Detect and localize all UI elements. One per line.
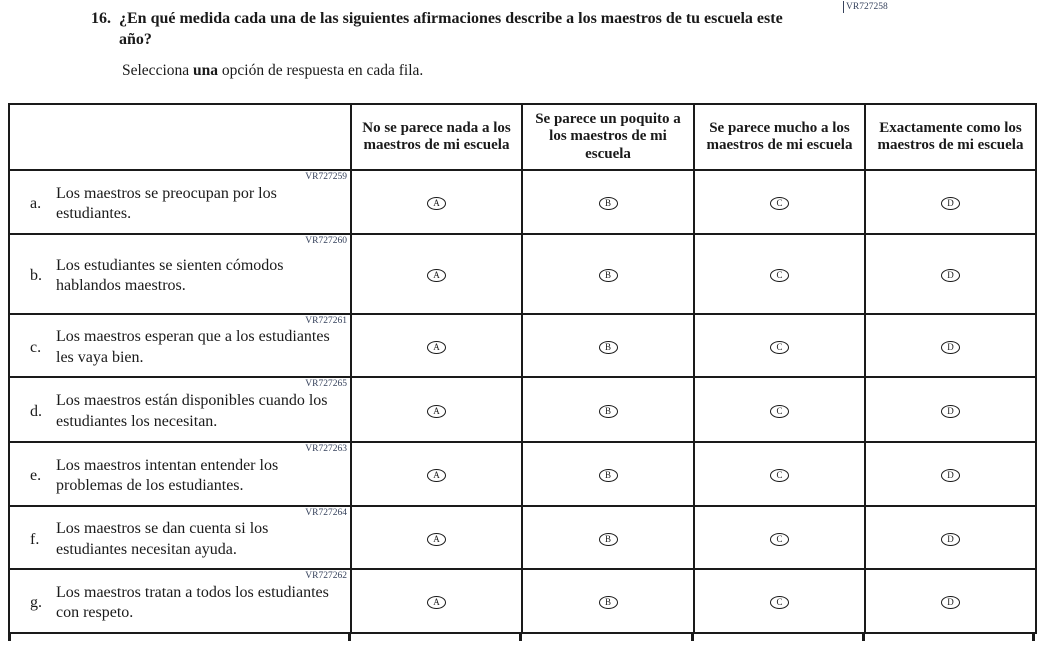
answer-bubble-b[interactable]: B	[599, 341, 618, 354]
answer-bubble-a[interactable]: A	[427, 469, 446, 482]
question-block	[91, 8, 819, 50]
table-row-g	[9, 569, 1036, 633]
answer-bubble-d[interactable]: D	[941, 469, 960, 482]
statement-cell	[9, 569, 351, 633]
option-cell	[351, 442, 522, 506]
vr-code-label: VR727259	[305, 172, 347, 182]
answer-bubble-b[interactable]: B	[599, 197, 618, 210]
table-row-b	[9, 234, 1036, 314]
table-row-f	[9, 506, 1036, 569]
form-code-top-right: VR727258	[843, 1, 888, 13]
option-cell	[522, 234, 694, 314]
statement-cell	[9, 377, 351, 442]
statement-letter: b.	[30, 267, 42, 284]
answer-bubble-d[interactable]: D	[941, 197, 960, 210]
question-text: ¿En qué medida cada una de las siguientes afirmaciones describe a los maestros de tu escuela este año?	[119, 10, 783, 49]
table-row-e	[9, 442, 1036, 506]
answer-bubble-a[interactable]: A	[427, 533, 446, 546]
answer-bubble-b[interactable]: B	[599, 469, 618, 482]
vr-code-label: VR727261	[305, 316, 347, 326]
response-matrix-wrapper	[8, 103, 1035, 634]
column-header-1: No se parece nada a los maestros de mi escuela	[351, 104, 522, 170]
option-cell	[694, 442, 865, 506]
answer-bubble-b[interactable]: B	[599, 533, 618, 546]
answer-bubble-c[interactable]: C	[770, 469, 789, 482]
answer-bubble-d[interactable]: D	[941, 596, 960, 609]
option-cell	[522, 314, 694, 377]
option-cell	[351, 234, 522, 314]
statement-text: Los estudiantes se sienten cómodos hablandos maestros.	[56, 256, 284, 294]
vr-code-label: VR727260	[305, 236, 347, 246]
answer-bubble-b[interactable]: B	[599, 405, 618, 418]
statement-text: Los maestros se preocupan por los estudiantes.	[56, 184, 277, 222]
vr-code-label: VR727263	[305, 444, 347, 454]
answer-bubble-a[interactable]: A	[427, 269, 446, 282]
option-cell	[865, 234, 1036, 314]
option-cell	[351, 170, 522, 234]
answer-bubble-a[interactable]: A	[427, 596, 446, 609]
option-cell	[865, 314, 1036, 377]
instruction-prefix: Selecciona	[122, 62, 194, 79]
vr-code-label: VR727264	[305, 508, 347, 518]
instruction-bold-word: una	[193, 62, 219, 79]
option-cell	[522, 442, 694, 506]
statement-cell	[9, 314, 351, 377]
option-cell	[865, 442, 1036, 506]
table-cutoff-stub	[519, 633, 522, 641]
instruction-text	[122, 62, 423, 80]
answer-bubble-d[interactable]: D	[941, 533, 960, 546]
statement-letter: c.	[30, 338, 42, 356]
statement-cell	[9, 170, 351, 234]
header-row	[9, 104, 1036, 170]
column-header-4: Exactamente como los maestros de mi escuela	[865, 104, 1036, 170]
option-cell	[522, 170, 694, 234]
instruction-suffix: opción de respuesta en cada fila.	[218, 62, 424, 79]
option-cell	[865, 569, 1036, 633]
option-cell	[694, 377, 865, 442]
option-cell	[522, 506, 694, 569]
answer-bubble-c[interactable]: C	[770, 405, 789, 418]
statement-text: Los maestros esperan que a los estudiantes les vaya bien.	[56, 328, 330, 366]
answer-bubble-c[interactable]: C	[770, 596, 789, 609]
option-cell	[351, 377, 522, 442]
answer-bubble-b[interactable]: B	[599, 269, 618, 282]
question-number: 16.	[91, 10, 111, 27]
option-cell	[522, 377, 694, 442]
answer-bubble-d[interactable]: D	[941, 269, 960, 282]
table-cutoff-stub	[862, 633, 865, 641]
vr-code-label: VR727265	[305, 379, 347, 389]
table-cutoff-stub	[8, 633, 11, 641]
statement-letter: e.	[30, 467, 42, 484]
table-cutoff-stub	[691, 633, 694, 641]
answer-bubble-b[interactable]: B	[599, 596, 618, 609]
option-cell	[694, 170, 865, 234]
statement-text: Los maestros intentan entender los problemas de los estudiantes.	[56, 456, 279, 494]
table-row-d	[9, 377, 1036, 442]
statement-letter: d.	[30, 402, 42, 420]
table-cutoff-stub	[1032, 633, 1035, 641]
option-cell	[351, 569, 522, 633]
answer-bubble-a[interactable]: A	[427, 341, 446, 354]
statement-text: Los maestros tratan a todos los estudiantes con respeto.	[56, 583, 329, 621]
statement-letter: g.	[30, 594, 42, 611]
answer-bubble-a[interactable]: A	[427, 197, 446, 210]
response-matrix-table	[8, 103, 1037, 634]
option-cell	[865, 377, 1036, 442]
table-row-c	[9, 314, 1036, 377]
option-cell	[351, 506, 522, 569]
table-row-a	[9, 170, 1036, 234]
answer-bubble-c[interactable]: C	[770, 197, 789, 210]
answer-bubble-c[interactable]: C	[770, 533, 789, 546]
statement-text: Los maestros se dan cuenta si los estudiantes necesitan ayuda.	[56, 520, 269, 558]
vr-code-label: VR727262	[305, 571, 347, 581]
statement-letter: f.	[30, 530, 40, 548]
statement-cell	[9, 234, 351, 314]
header-empty-cell	[9, 104, 351, 170]
statement-cell	[9, 506, 351, 569]
option-cell	[694, 234, 865, 314]
option-cell	[865, 506, 1036, 569]
statement-cell	[9, 442, 351, 506]
column-header-2: Se parece un poquito a los maestros de mi escuela	[522, 104, 694, 170]
option-cell	[865, 170, 1036, 234]
answer-bubble-c[interactable]: C	[770, 341, 789, 354]
option-cell	[351, 314, 522, 377]
option-cell	[694, 506, 865, 569]
option-cell	[694, 569, 865, 633]
answer-bubble-a[interactable]: A	[427, 405, 446, 418]
statement-letter: a.	[30, 195, 42, 212]
statement-text: Los maestros están disponibles cuando los estudiantes los necesitan.	[56, 392, 328, 430]
answer-bubble-d[interactable]: D	[941, 341, 960, 354]
option-cell	[694, 314, 865, 377]
option-cell	[522, 569, 694, 633]
answer-bubble-d[interactable]: D	[941, 405, 960, 418]
answer-bubble-c[interactable]: C	[770, 269, 789, 282]
column-header-3: Se parece mucho a los maestros de mi escuela	[694, 104, 865, 170]
table-cutoff-stub	[348, 633, 351, 641]
